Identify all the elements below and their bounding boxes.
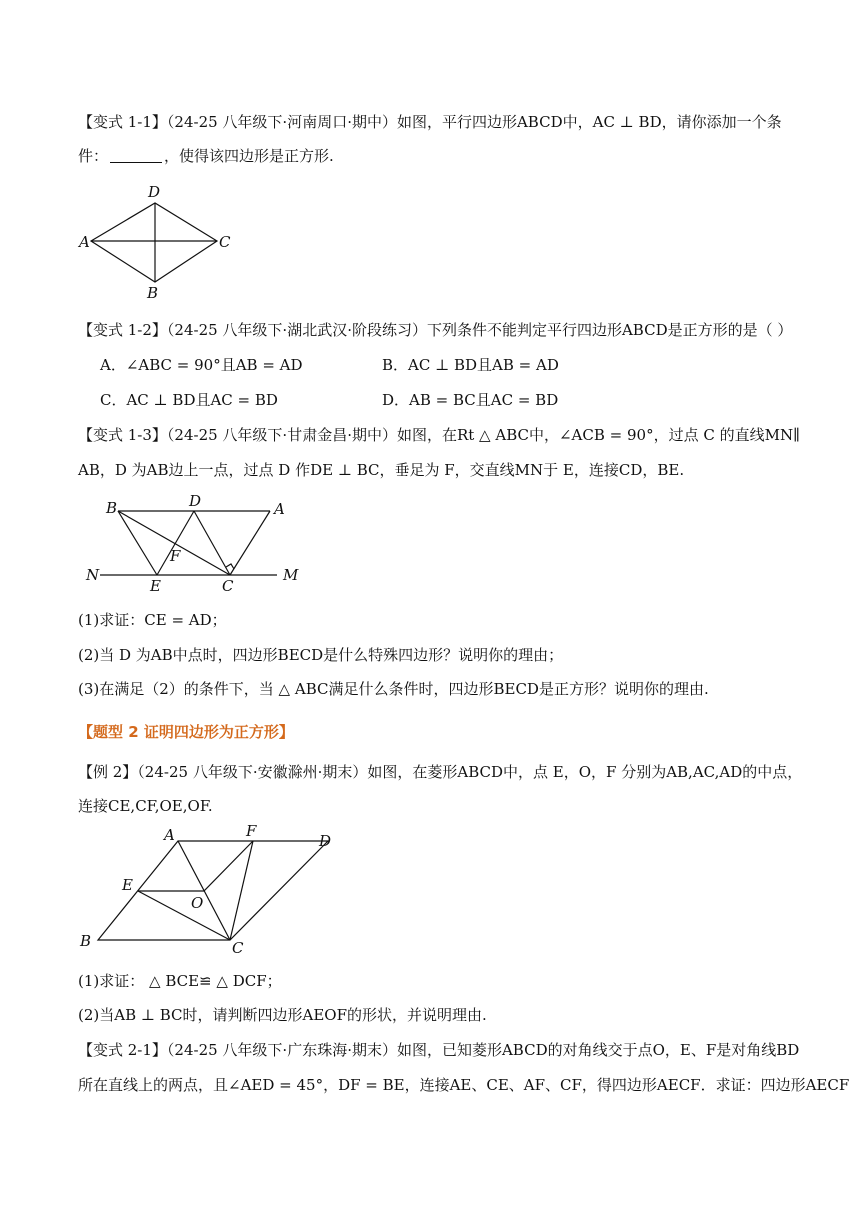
label-a: A <box>164 826 175 844</box>
label-c: C <box>219 233 231 251</box>
label-a: A <box>79 233 90 251</box>
section-heading: 【题型 2 证明四边形为正方形】 <box>78 723 294 741</box>
q1-2-option-c: C．AC ⊥ BD且AC = BD <box>100 391 278 409</box>
segment-cf <box>230 841 253 940</box>
label-d: D <box>319 832 332 850</box>
label-e: E <box>122 876 133 894</box>
label-b: B <box>106 499 118 517</box>
ex2-stem-line2: 连接CE,CF,OE,OF. <box>78 797 213 815</box>
q1-3-stem-line1: 【变式 1-3】（24-25 八年级下·甘肃金昌·期中）如图，在Rt △ ABC中，∠ACB = 90°，过点 C 的直线MN∥ <box>78 426 800 444</box>
ex2-sub1: (1)求证： △ BCE≌ △ DCF； <box>78 972 282 990</box>
ex2-stem-line1: 【例 2】（24-25 八年级下·安徽滁州·期末）如图，在菱形ABCD中，点 E，O，F 分别为AB,AC,AD的中点， <box>78 763 803 781</box>
q1-2-option-b: B．AC ⊥ BD且AB = AD <box>382 356 559 374</box>
label-o: O <box>191 894 204 912</box>
q1-1-stem-line1: 【变式 1-1】（24-25 八年级下·河南周口·期中）如图，平行四边形ABCD中，AC ⊥ BD，请你添加一个条 <box>78 113 782 131</box>
q1-3-sub3: (3)在满足（2）的条件下，当 △ ABC满足什么条件时，四边形BECD是正方形？说明你的理由. <box>78 680 709 698</box>
q1-1-prefix: 件： <box>78 147 109 165</box>
q1-3-sub2: (2)当 D 为AB中点时，四边形BECD是什么特殊四边形？说明你的理由； <box>78 646 564 664</box>
label-c: C <box>222 577 234 595</box>
q1-2-stem: 【变式 1-2】（24-25 八年级下·湖北武汉·阶段练习）下列条件不能判定平行四边形ABCD是正方形的是（ ） <box>78 321 793 339</box>
label-d: D <box>148 183 161 201</box>
q1-2-option-a: A．∠ABC = 90°且AB = AD <box>100 356 303 374</box>
q2-1-stem-line1: 【变式 2-1】（24-25 八年级下·广东珠海·期末）如图，已知菱形ABCD的对角线交于点O，E、F是对角线BD <box>78 1041 800 1059</box>
label-f: F <box>170 547 181 565</box>
label-a: A <box>274 500 285 518</box>
label-n: N <box>86 566 100 584</box>
q1-3-stem-line2: AB，D 为AB边上一点，过点 D 作DE ⊥ BC，垂足为 F，交直线MN于 E，连接CD，BE. <box>78 461 685 479</box>
q1-2-option-d: D．AB = BC且AC = BD <box>382 391 559 409</box>
label-e: E <box>150 577 161 595</box>
label-d: D <box>189 492 202 510</box>
label-m: M <box>283 566 299 584</box>
label-c: C <box>232 939 244 957</box>
segment-of <box>204 841 253 891</box>
q2-1-stem-line2: 所在直线上的两点，且∠AED = 45°，DF = BE，连接AE、CE、AF、CF，得四边形AECF．求证：四边形AECF <box>78 1076 850 1094</box>
label-b: B <box>80 932 92 950</box>
label-b: B <box>147 284 159 302</box>
ex2-sub2: (2)当AB ⊥ BC时，请判断四边形AEOF的形状，并说明理由. <box>78 1006 487 1024</box>
segment-ce <box>138 891 230 940</box>
q1-1-suffix: ，使得该四边形是正方形. <box>164 147 334 165</box>
q1-3-sub1: (1)求证：CE = AD； <box>78 611 227 629</box>
label-f: F <box>246 822 257 840</box>
